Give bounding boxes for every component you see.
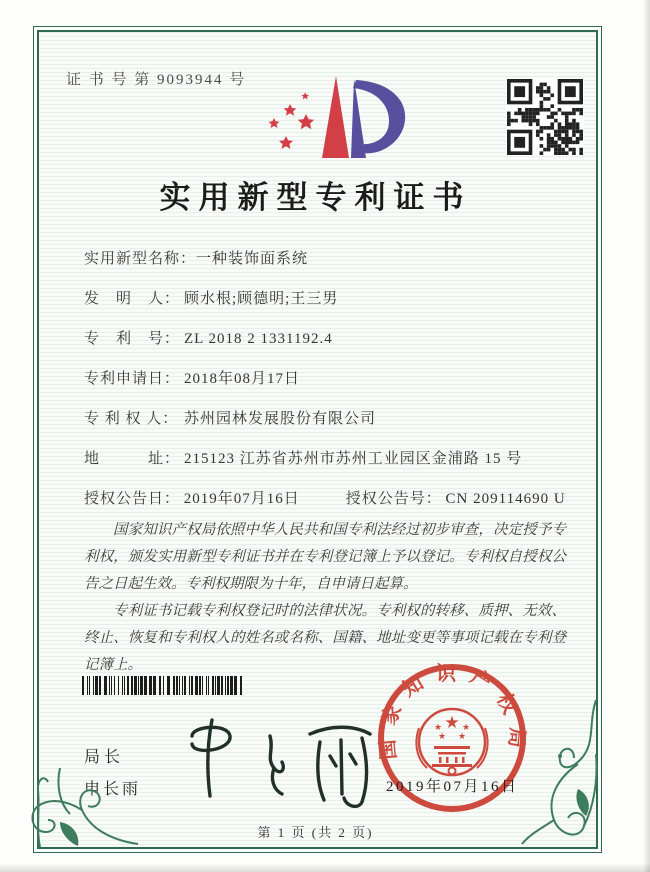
field-value: 215123 江苏省苏州市苏州工业园区金浦路 15 号 — [184, 451, 523, 467]
field-label: 地 址： — [84, 451, 181, 467]
page-number-footer: 第 1 页 (共 2 页) — [257, 825, 374, 840]
seal-date: 2019年07月16日 — [386, 779, 519, 795]
signer-title: 局长 — [84, 749, 125, 766]
signer-name: 申长雨 — [84, 781, 142, 798]
handwritten-signature — [178, 710, 388, 810]
field-value: 苏州园林发展股份有限公司 — [184, 411, 377, 427]
svg-text:国家知识产权局 — [375, 662, 529, 761]
field-value: 2018年08月17日 — [184, 371, 301, 387]
svg-text:★: ★ — [461, 722, 471, 732]
field-label: 实用新型名称： — [84, 251, 197, 267]
svg-text:★: ★ — [437, 731, 447, 741]
field-label: 专利申请日： — [84, 371, 181, 387]
cnipa-logo — [250, 70, 420, 170]
logo-stars — [269, 92, 315, 148]
certificate-title: 实用新型专利证书 — [159, 180, 472, 215]
field-label: 专 利 权 人： — [84, 411, 179, 427]
grant-number-value: CN 209114690 U — [445, 491, 566, 507]
field-value: ZL 2018 2 1331192.4 — [184, 331, 333, 347]
qr-code — [506, 78, 584, 156]
svg-text:★: ★ — [433, 722, 443, 732]
grant-date-value: 2019年07月16日 — [183, 491, 300, 507]
field-patentee — [84, 410, 574, 429]
legal-paragraph-2: 专利证书记载专利权登记时的法律状况。专利权的转移、质押、无效、终止、恢复和专利权人的姓名或名称、国籍、地址变更等事项记载在专利登记簿上。 — [84, 603, 566, 673]
certificate-number: 证 书 号 第 9093944 号 — [66, 72, 247, 88]
field-label: 发 明 人： — [84, 291, 181, 307]
grant-row — [84, 490, 574, 509]
svg-text:★: ★ — [457, 731, 467, 741]
field-address — [84, 450, 574, 469]
svg-text:★: ★ — [444, 713, 460, 732]
seal-text: 国家知识产权局 — [375, 662, 529, 761]
field-value: 顾水根;顾德明;王三男 — [184, 291, 339, 307]
field-application-date — [84, 370, 574, 389]
field-label: 专 利 号： — [84, 331, 181, 347]
barcode — [82, 676, 245, 695]
grant-number-label: 授权公告号： — [345, 491, 442, 507]
legal-paragraphs — [84, 517, 566, 679]
certificate-fields — [84, 250, 574, 509]
field-patent-number — [84, 330, 574, 349]
logo-cone — [322, 76, 349, 158]
national-emblem — [416, 709, 487, 775]
corner-ornament-left — [30, 752, 145, 852]
grant-date-label: 授权公告日： — [84, 491, 181, 507]
field-utility-model-name — [84, 250, 574, 269]
field-inventors — [84, 290, 574, 309]
legal-paragraph-1: 国家知识产权局依照中华人民共和国专利法经过初步审查，决定授予专利权，颁发实用新型专利证书并在专利登记簿上予以登记。专利权自授权公告之日起生效。专利权期限为十年，自申请日起算。 — [84, 522, 566, 592]
grant-date — [84, 490, 300, 509]
field-value: 一种装饰面系统 — [196, 251, 309, 267]
grant-number — [346, 490, 566, 509]
